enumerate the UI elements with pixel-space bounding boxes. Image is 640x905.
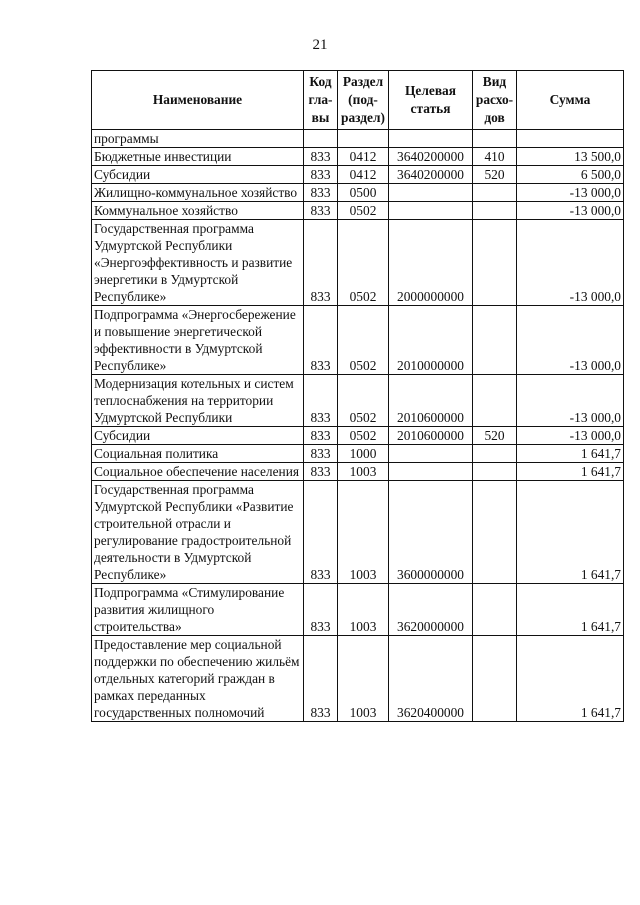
cell-name: Подпрограмма «Стимулирование развития жилищного строительства» (92, 584, 304, 636)
cell-chapter: 833 (304, 463, 338, 481)
cell-article (389, 463, 473, 481)
cell-section: 0502 (338, 375, 389, 427)
cell-chapter: 833 (304, 202, 338, 220)
cell-expense-type (473, 584, 517, 636)
cell-chapter: 833 (304, 184, 338, 202)
cell-chapter: 833 (304, 584, 338, 636)
cell-article: 3620400000 (389, 636, 473, 722)
cell-sum: 1 641,7 (517, 481, 624, 584)
table-row (92, 445, 624, 463)
cell-sum: -13 000,0 (517, 220, 624, 306)
table-row (92, 463, 624, 481)
cell-sum: 6 500,0 (517, 166, 624, 184)
budget-table (91, 70, 624, 722)
cell-section: 1003 (338, 584, 389, 636)
cell-article: 2000000000 (389, 220, 473, 306)
cell-sum: 13 500,0 (517, 148, 624, 166)
cell-section: 1003 (338, 481, 389, 584)
cell-name: Социальное обеспечение населения (92, 463, 304, 481)
cell-article (389, 202, 473, 220)
cell-chapter: 833 (304, 148, 338, 166)
cell-name: Государственная программа Удмуртской Республики «Энергоэффективность и развитие энергетики в Удмуртской Республике» (92, 220, 304, 306)
header-section: Раздел (под-раздел) (338, 71, 389, 130)
cell-article: 3620000000 (389, 584, 473, 636)
cell-article (389, 184, 473, 202)
cell-expense-type (473, 375, 517, 427)
cell-name: Государственная программа Удмуртской Республики «Развитие строительной отрасли и регулирование градостроительной деятельности в Удмуртской Республике» (92, 481, 304, 584)
cell-name: Коммунальное хозяйство (92, 202, 304, 220)
cell-name: Модернизация котельных и систем теплоснабжения на территории Удмуртской Республики (92, 375, 304, 427)
cell-section: 0412 (338, 148, 389, 166)
table-row (92, 375, 624, 427)
cell-sum: 1 641,7 (517, 445, 624, 463)
cell-section: 1003 (338, 636, 389, 722)
cell-name: Предоставление мер социальной поддержки по обеспечению жильём отдельных категорий граждан в рамках переданных государственных полномочий (92, 636, 304, 722)
cell-article: 2010000000 (389, 306, 473, 375)
cell-chapter: 833 (304, 166, 338, 184)
header-chapter: Код гла-вы (304, 71, 338, 130)
cell-chapter: 833 (304, 636, 338, 722)
cell-name: программы (92, 130, 304, 148)
header-sum: Сумма (517, 71, 624, 130)
cell-sum: -13 000,0 (517, 427, 624, 445)
cell-chapter: 833 (304, 375, 338, 427)
table-row (92, 636, 624, 722)
cell-chapter: 833 (304, 481, 338, 584)
cell-name: Бюджетные инвестиции (92, 148, 304, 166)
cell-expense-type (473, 481, 517, 584)
table-header-row (92, 71, 624, 130)
cell-section: 1003 (338, 463, 389, 481)
cell-expense-type (473, 306, 517, 375)
cell-article: 3640200000 (389, 148, 473, 166)
header-article: Целевая статья (389, 71, 473, 130)
cell-expense-type (473, 184, 517, 202)
table-row (92, 220, 624, 306)
cell-name: Субсидии (92, 166, 304, 184)
cell-name: Жилищно-коммунальное хозяйство (92, 184, 304, 202)
cell-article: 2010600000 (389, 375, 473, 427)
cell-sum: 1 641,7 (517, 463, 624, 481)
cell-sum: 1 641,7 (517, 584, 624, 636)
cell-section: 0502 (338, 202, 389, 220)
table-row (92, 202, 624, 220)
table-row (92, 427, 624, 445)
cell-sum (517, 130, 624, 148)
table-row (92, 184, 624, 202)
cell-sum: 1 641,7 (517, 636, 624, 722)
cell-expense-type (473, 220, 517, 306)
cell-sum: -13 000,0 (517, 184, 624, 202)
cell-sum: -13 000,0 (517, 375, 624, 427)
cell-expense-type (473, 445, 517, 463)
cell-expense-type (473, 130, 517, 148)
cell-name: Подпрограмма «Энергосбережение и повышение энергетической эффективности в Удмуртской Республике» (92, 306, 304, 375)
cell-section: 0412 (338, 166, 389, 184)
cell-sum: -13 000,0 (517, 306, 624, 375)
cell-expense-type: 520 (473, 427, 517, 445)
cell-article (389, 130, 473, 148)
cell-name: Субсидии (92, 427, 304, 445)
table-row (92, 148, 624, 166)
cell-section: 0502 (338, 220, 389, 306)
cell-expense-type (473, 202, 517, 220)
header-expense-type: Вид расхо-дов (473, 71, 517, 130)
cell-article: 2010600000 (389, 427, 473, 445)
cell-article: 3640200000 (389, 166, 473, 184)
table-row (92, 481, 624, 584)
table-row (92, 166, 624, 184)
cell-article (389, 445, 473, 463)
cell-chapter: 833 (304, 306, 338, 375)
cell-section: 1000 (338, 445, 389, 463)
cell-chapter: 833 (304, 445, 338, 463)
cell-chapter: 833 (304, 220, 338, 306)
cell-expense-type: 520 (473, 166, 517, 184)
table-row (92, 584, 624, 636)
cell-chapter (304, 130, 338, 148)
cell-expense-type (473, 463, 517, 481)
cell-section: 0502 (338, 306, 389, 375)
header-name: Наименование (92, 71, 304, 130)
table-row (92, 306, 624, 375)
cell-chapter: 833 (304, 427, 338, 445)
cell-section: 0500 (338, 184, 389, 202)
cell-article: 3600000000 (389, 481, 473, 584)
page-number: 21 (312, 37, 328, 53)
cell-name: Социальная политика (92, 445, 304, 463)
table-row (92, 130, 624, 148)
cell-expense-type: 410 (473, 148, 517, 166)
cell-section (338, 130, 389, 148)
cell-sum: -13 000,0 (517, 202, 624, 220)
cell-section: 0502 (338, 427, 389, 445)
cell-expense-type (473, 636, 517, 722)
